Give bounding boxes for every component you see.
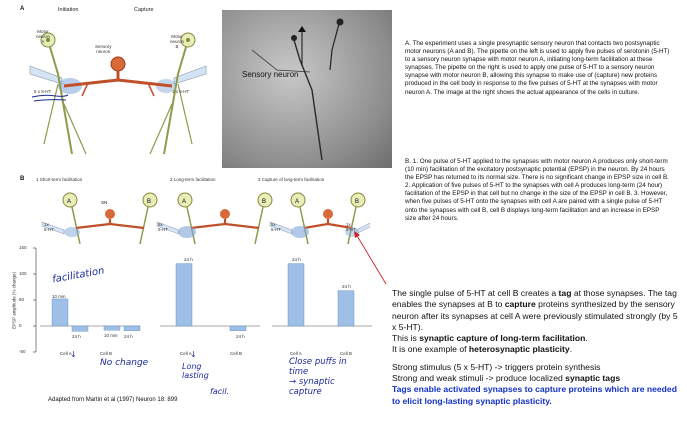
motor-a-label-1: Motor [37,29,49,34]
summary-p3: It is one example of heterosynaptic plasticity. [392,344,573,355]
y-axis-label: EPSP amplitude (% change) [11,272,17,329]
svg-text:A: A [295,199,300,205]
paragraph-a: A. The experiment uses a single presynaptic sensory neuron that contacts two postsynaptic motor neurons (A and B). The pipette on the left is used to apply five pulses of serotonin (5-HT) to a sensory neuron synapse with motor neuron A, initiating long-term facilitation at these synapses. The pipette on the right is used to apply one pulse of 5-HT to a sensory neuron synapse with motor neuron B, allowing this synapse to make use of (capture) new proteins produced in the cell body in response to the five pulses of 5-HT at the synapses with motor neuron A. The image at the right shows the actual appearance of the cells in culture. [405,40,670,96]
bar-3-1 [288,264,304,326]
stim-5x-label-2: 5x [158,222,163,227]
stim-5x-label-3: 5x [271,222,276,227]
motor-b-label-2: neuron [170,39,185,44]
handwriting-no-change: No change [100,358,149,368]
bar-1-1 [52,299,68,326]
svg-text:A: A [67,199,72,205]
citation: Adapted from Martin et al (1997) Neuron 18: 899 [48,397,178,403]
bar-label-24h-a3: 24 h [292,257,301,262]
svg-text:B: B [262,199,267,205]
y-tick-label: 100 [19,271,27,276]
bar-label-24h-b1: 24 h [124,334,133,339]
stim-left-label: 5 x 5-HT [34,89,52,94]
stim-right-label: 1 x 5-HT [172,89,190,94]
cell-a-label-1: Cell A [60,351,72,356]
capture-label: Capture [134,7,154,13]
summary-p2: This is synaptic capture of long-term facilitation. [392,333,588,344]
sensory-neuron-soma [111,57,125,71]
handwriting-synaptic: → synaptic [289,377,335,387]
panel-b-letter: B [20,176,25,182]
svg-text:A: A [182,199,187,205]
bar-2-1 [176,264,192,326]
svg-text:B: B [147,199,152,205]
diagram-long-term [157,193,272,244]
stim-5ht-label-1: 5-HT [44,227,54,232]
svg-text:B: B [355,199,360,205]
cell-b-label-2: Cell B [230,351,243,356]
bar-label-24h-b2: 24 h [236,334,245,339]
stim-5ht-label-2: 5-HT [158,227,168,232]
cell-a-label-2: Cell A [180,351,192,356]
bar-2-2 [230,326,246,331]
y-tick-label: 50 [19,297,25,302]
bar-label-10min-a: 10 min [52,294,66,299]
bar-1-3 [104,326,120,330]
cell-a-label-3: Cell A [290,351,302,356]
handwriting-facil: facil. [210,387,230,396]
handwriting-facilitation: facilitation [51,265,106,286]
motor-a-label-3: A [41,39,45,44]
diagram-short-term [42,193,157,244]
sensory-label-2: neuron [96,49,111,54]
stim-5ht-label-3: 5-HT [271,227,281,232]
motor-a-label-2: neuron [36,34,51,39]
handwriting-close-puffs: Close puffs in [289,357,347,367]
summary-p5: Strong and weak stimuli -> produce localized synaptic tags [392,373,621,384]
summary-block [392,288,682,407]
handwriting-long: Long [182,362,202,371]
handwriting-capture: capture [289,387,322,397]
bar-label-24h-a2: 24 h [184,257,193,262]
summary-p6: Tags enable activated synapses to capture proteins which are needed to elicit long-lasting synaptic plasticity. [392,384,677,406]
capture-title: 3 Capture of long-term facilitation [258,177,325,182]
y-tick-label: 0 [19,323,22,328]
paragraph-b: B. 1. One pulse of 5-HT applied to the synapses with motor neuron A produces only short-term (10 min) facilitation of the excitatory postsynaptic potential (EPSP) in the neuron. By 24 hours the EPSP has returned to its normal size. There is no significant change in EPSP size in cell B. 2. Application of five pulses of 5-HT to the synapses with cell A produces long-term (24 hour) facilitation of the EPSP in that cell but no change in the size of the EPSP in cell B. 3. However, when five pulses of 5-HT onto the synapses with cell A are paired with a single pulse of 5-HT onto the synapses with cell B, cell B displays long-term facilitation and an increase in EPSP size after 24 hours. [405,158,669,222]
short-term-title: 1 Short-term facilitation [36,177,83,182]
y-tick-label: -50 [19,349,26,354]
stim-1x-label-3b: 1x [346,222,351,227]
summary-p4: Strong stimulus (5 x 5-HT) -> triggers protein synthesis [392,361,601,372]
cell-b-label-1: Cell B [100,351,113,356]
initiation-label: Initiation [58,7,79,13]
stim-1x-label: 1x [44,222,49,227]
bar-3-2 [338,291,354,326]
motor-b-label-1: Motor [171,34,183,39]
bar-label-24h-a1: 24 h [72,334,81,339]
panel-a-letter: A [20,6,25,12]
summary-p1: The single pulse of 5-HT at cell B creates a tag at those synapses. The tag enables the synapses at B to capture proteins synthesized by the sensory neuron after its synapses at cell A were previously stimulated strongly (by 5 x 5-HT). [392,288,678,332]
cell-b-label-3: Cell B [340,351,353,356]
sensory-label-1: Sensory [95,44,112,49]
handwriting-lasting: lasting [182,371,209,380]
motor-b-label-3: B [175,44,179,49]
handwriting-time: time [289,367,309,377]
stim-5ht-label-3b: 5-HT [346,227,356,232]
micrograph-image [222,10,392,168]
bar-1-2 [72,326,88,331]
bar-label-10min-b: 10 min [104,333,118,338]
panel-b-diagrams [40,184,370,246]
y-tick-label: 150 [19,245,27,250]
bar-1-4 [124,326,140,331]
sn-label: SN [101,200,108,205]
long-term-title: 2 Long-term facilitation [170,177,216,182]
photo-label: Sensory neuron [242,70,299,79]
bar-label-24h-b3: 24 h [342,284,351,289]
handwritten-underline [30,93,70,103]
